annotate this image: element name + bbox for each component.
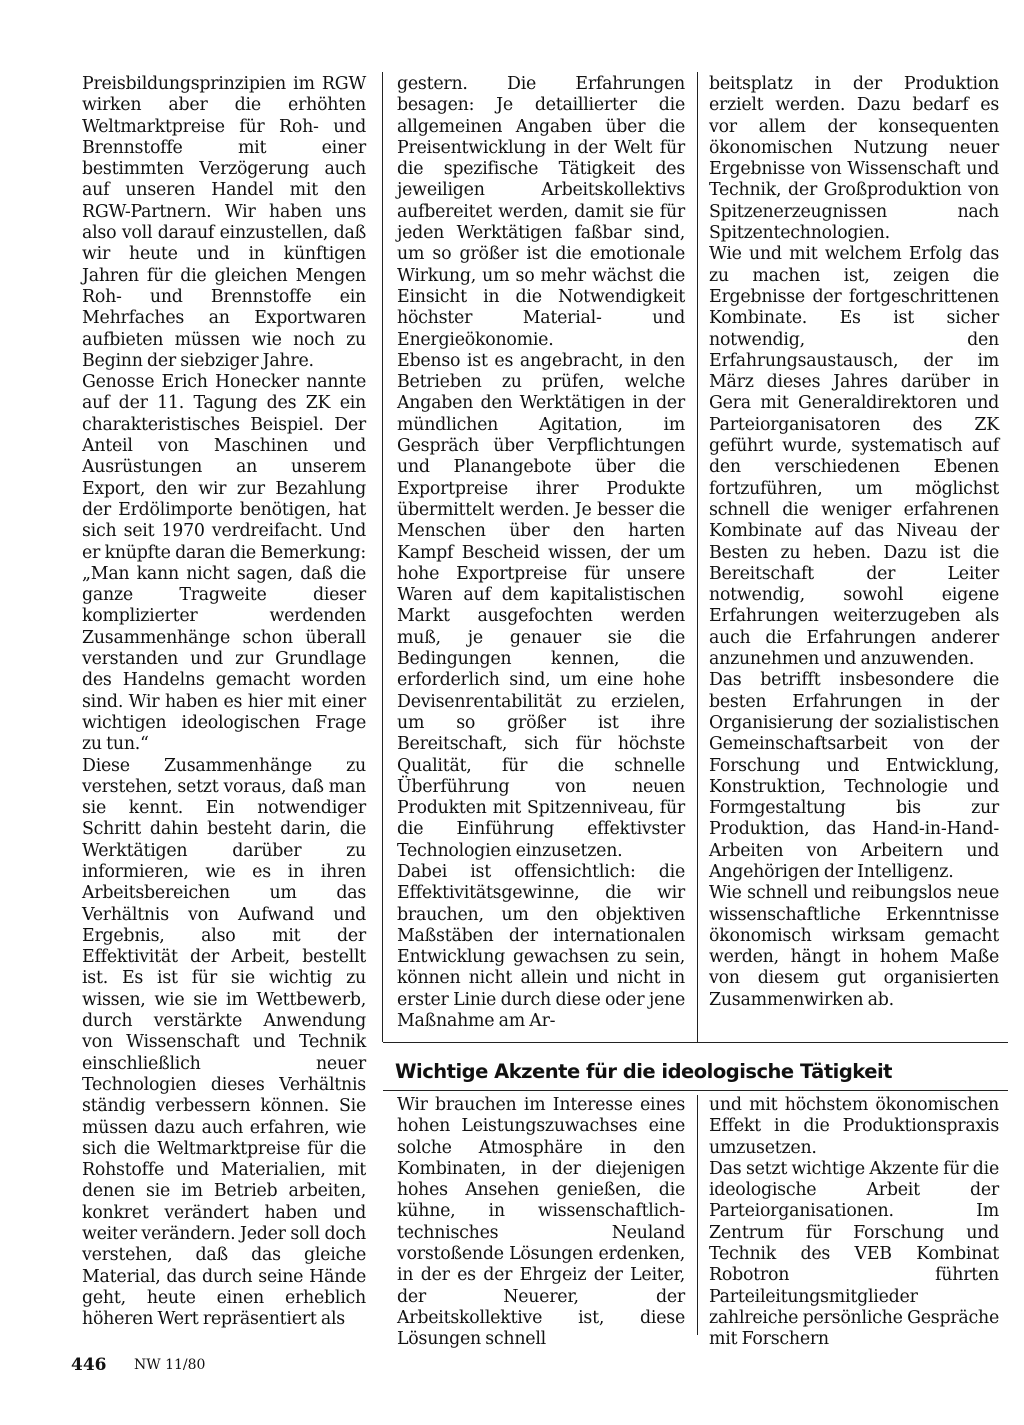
paragraph: Diese Zusammenhänge zu verstehen, setzt voraus, daß man sie kennt. Ein notwendiger Schritt dahin besteht darin, die Werktätigen darüber zu informieren, wie es in ihren Arbeitsbereichen um das Verhältnis von Aufwand und Ergebnis, also mit der Effektivität der Arbeit, bestellt ist. Es ist für sie wichtig zu wissen, wie sie im Wettbewerb, durch verstärkte Anwendung von Wissenschaft und Technik einschließlich neuer Technologien dieses Verhältnis ständig verbessern können. Sie müssen dazu auch erfahren, wie sich die Weltmarktpreise für die Rohstoffe und Materialien, mit denen sie im Betrieb arbeiten, konkret verändert haben und weiter verändern. Jeder soll doch verstehen, daß das gleiche Material, das durch seine Hände geht, heute einen erheblich höheren Wert repräsentiert als — [82, 755, 366, 1330]
column-rule — [697, 72, 698, 1042]
issue-label: NW 11/80 — [134, 1357, 206, 1373]
text-column-5 — [709, 1095, 999, 1350]
text-column-2 — [397, 74, 685, 1034]
paragraph: Das betrifft insbesondere die besten Erfahrungen in der Organisierung der sozialistischen Gemeinschaftsarbeit von der Forschung und Entwicklung, Konstruktion, Technologie und Formgestaltung bis zur Produktion, das Hand-in-Hand-Arbeiten von Arbeitern und Angehörigen der Intelligenz. — [709, 670, 999, 882]
paragraph: Wir brauchen im Interesse eines hohen Leistungszuwachses eine solche Atmosphäre in den Kombinaten, in der diejenigen hohes Ansehen genießen, die kühne, in wissenschaftlich-technisches Neuland vorstoßende Lösungen erdenken, in der es der Ehrgeiz der Leiter, der Neuerer, der Arbeitskollektive ist, diese Lösungen schnell — [397, 1095, 685, 1350]
paragraph: Wie und mit welchem Erfolg das zu machen ist, zeigen die Ergebnisse der fortgeschrittenen Kombinate. Es ist sicher notwendig, den Erfahrungsaustausch, der im März dieses Jahres darüber in Gera mit Generaldirektoren und Parteiorganisatoren des ZK geführt wurde, systematisch auf den verschiedenen Ebenen fortzuführen, um möglichst schnell die weniger erfahrenen Kombinate auf das Niveau der Besten zu heben. Dazu ist die Bereitschaft der Leiter notwendig, sowohl eigene Erfahrungen weiterzugeben als auch die Erfahrungen anderer anzunehmen und anzuwenden. — [709, 244, 999, 670]
section-heading: Wichtige Akzente für die ideologische Tätigkeit — [395, 1060, 892, 1083]
paragraph: Preisbildungsprinzipien im RGW wirken aber die erhöhten Weltmarktpreise für Roh- und Brennstoffe mit einer bestimmten Verzögerung auch auf unseren Handel mit den RGW-Partnern. Wir haben uns also voll darauf einzustellen, daß wir heute und in künftigen Jahren für die gleichen Mengen Roh- und Brennstoffe ein Mehrfaches an Exportwaren aufbieten müssen wie noch zu Beginn der siebziger Jahre. — [82, 74, 366, 371]
paragraph: Ebenso ist es angebracht, in den Betrieben zu prüfen, welche Angaben den Werktätigen in der mündlichen Agitation, im Gespräch über Verpflichtungen und Planangebote über die Exportpreise ihrer Produkte übermittelt werden. Je besser die Menschen über den harten Kampf Bescheid wissen, der um hohe Exportpreise für unsere Waren auf dem kapitalistischen Markt ausgefochten werden muß, je genauer sie die Bedingungen kennen, die erforderlich sind, um eine hohe Devisenrentabilität zu erzielen, um so größer ist ihre Bereitschaft, sich für höchste Qualität, für die schnelle Überführung von neuen Produkten mit Spitzenniveau, für die Einführung effektivster Technologien einzusetzen. — [397, 350, 685, 861]
paragraph: Das setzt wichtige Akzente für die ideologische Arbeit der Parteiorganisationen. Im Zentrum für Forschung und Technik des VEB Kombinat Robotron führten Parteileitungsmitglieder zahlreiche persönliche Gespräche mit Forschern — [709, 1158, 999, 1350]
page-number: 446 — [71, 1355, 107, 1375]
paragraph: und mit höchstem ökonomischen Effekt in die Produktionspraxis umzusetzen. — [709, 1095, 999, 1158]
column-rule — [382, 72, 383, 1042]
paragraph: Wie schnell und reibungslos neue wissenschaftliche Erkenntnisse ökonomisch wirksam gemacht werden, hängt in hohem Maße von diesem gut organisierten Zusammenwirken ab. — [709, 883, 999, 1010]
paragraph: Genosse Erich Honecker nannte auf der 11. Tagung des ZK ein charakteristisches Beispiel. Der Anteil von Maschinen und Ausrüstungen an unserem Export, den wir zur Bezahlung der Erdölimporte benötigen, hat sich seit 1970 verdreifacht. Und er knüpfte daran die Bemerkung: „Man kann nicht sagen, daß die ganze Tragweite dieser komplizierter werdenden Zusammenhänge schon überall verstanden und zur Grundlage des Handelns gemacht worden sind. Wir haben es hier mit einer wichtigen ideologischen Frage zu tun.“ — [82, 372, 366, 755]
text-column-3 — [709, 74, 999, 1034]
text-column-1 — [82, 74, 366, 1336]
paragraph: gestern. Die Erfahrungen besagen: Je detaillierter die allgemeinen Angaben über die Preisentwicklung in der Welt für die spezifische Tätigkeit des jeweiligen Arbeitskollektivs aufbereitet werden, damit sie für jeden Werktätigen faßbar sind, um so größer ist die emotionale Wirkung, um so mehr wächst die Einsicht in die Notwendigkeit höchster Material- und Energieökonomie. — [397, 74, 685, 350]
paragraph: Dabei ist offensichtlich: die Effektivitätsgewinne, die wir brauchen, um den objektiven Maßstäben der internationalen Entwicklung gewachsen zu sein, können nicht allein und nicht in erster Linie durch diese oder jene Maßnahme am Ar- — [397, 861, 685, 1032]
section-rule-top — [383, 1042, 1008, 1043]
paragraph: beitsplatz in der Produktion erzielt werden. Dazu bedarf es vor allem der konsequenten ökonomischen Nutzung neuer Ergebnisse von Wissenschaft und Technik, der Großproduktion von Spitzenerzeugnissen nach Spitzentechnologien. — [709, 74, 999, 244]
section-rule-bottom — [383, 1090, 1008, 1091]
column-rule — [697, 1095, 698, 1335]
text-column-4 — [397, 1095, 685, 1350]
